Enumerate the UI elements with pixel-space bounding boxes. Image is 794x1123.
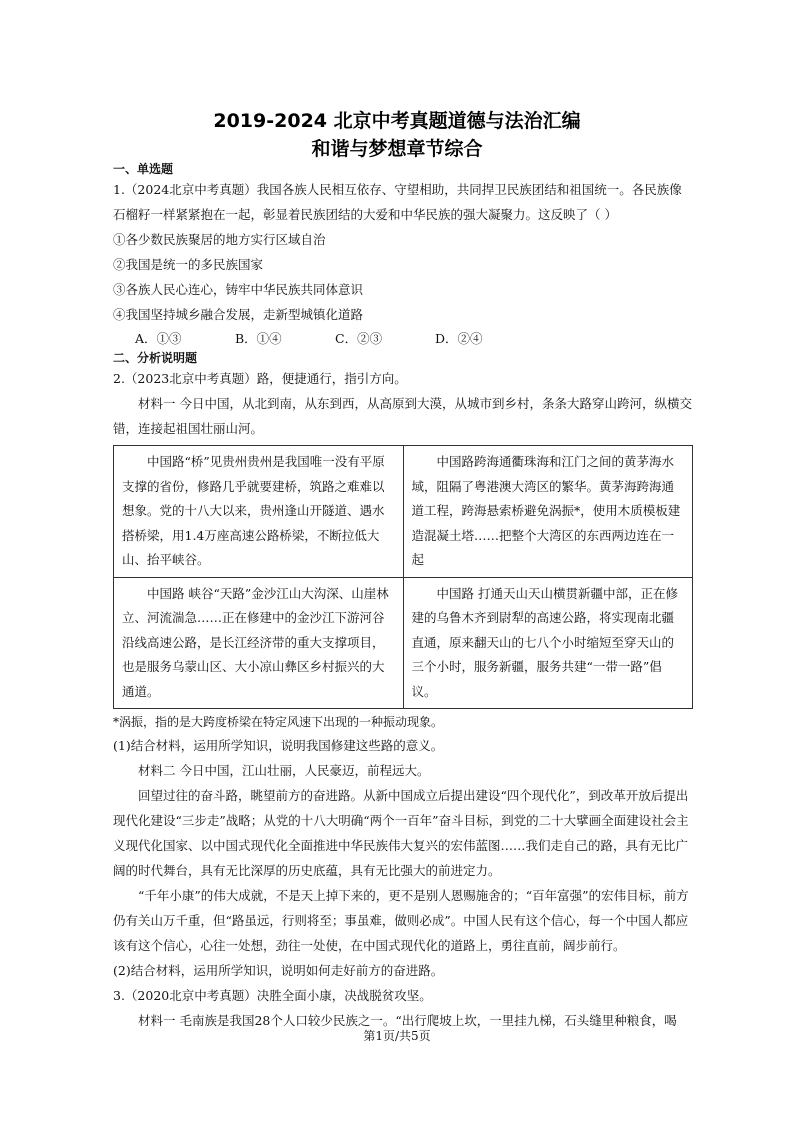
question-1-stem: 1.（2024北京中考真题）我国各族人民相互依存、守望相助，共同捍卫民族团结和祖国统一。各民族像石榴籽一样紧紧抱在一起，彰显着民族团结的大爱和中华民族的强大凝聚力。这反映了（ ） (113, 182, 682, 222)
choice-c: C．②③ (335, 331, 383, 346)
question-2-material-1: 材料一 今日中国，从北到南，从东到西，从高原到大漠，从城市到乡村，条条大路穿山跨河，纵横交错，连接起祖国壮丽山河。 (113, 396, 692, 436)
question-1-option-4: ④我国坚持城乡融合发展，走新型城镇化道路 (113, 307, 364, 322)
table-cell-guizhou: 中国路“桥”见贵州贵州是我国唯一没有平原支撑的省份，修路几乎就要建桥，筑路之难难以想象。党的十八大以来，贵州逢山开隧道、遇水搭桥梁，用1.4万座高速公路桥梁，不断拉低大山、抬平峡谷。 (114, 446, 404, 578)
question-2-stem: 2.（2023北京中考真题）路，便捷通行，指引方向。 (113, 371, 407, 386)
question-1-option-3: ③各族人民心连心，铸牢中华民族共同体意识 (113, 282, 364, 297)
table-row (114, 446, 693, 578)
question-1-choices (113, 327, 693, 351)
question-2-material-2-title: 材料二 今日中国，江山壮丽，人民豪迈，前程远大。 (138, 763, 430, 778)
choice-b: B．①④ (235, 331, 282, 346)
question-2-material-2-paragraph-2: “千年小康”的伟大成就，不是天上掉下来的，更不是别人恩赐施舍的；“百年富强”的宏伟目标，前方仍有关山万千重，但“路虽远，行则将至；事虽难，做则必成”。中国人民有这个信心，每一个中国人都应该有这个信心，心往一处想，劲往一处使，在中国式现代化的道路上，勇往直前，阔步前行。 (113, 888, 689, 953)
question-2-material-2-paragraph-1: 回望过往的奋斗路，眺望前方的奋进路。从新中国成立后提出建设“四个现代化”，到改革开放后提出现代化建设“三步走”战略；从党的十八大明确“两个一百年”奋斗目标，到党的二十大擘画全面建设社会主义现代化国家、以中国式现代化全面推进中华民族伟大复兴的宏伟蓝图……我们走自己的路，具有无比广阔的时代舞台，具有无比深厚的历史底蕴，具有无比强大的前进定力。 (113, 788, 689, 878)
footnote-vortex-vibration: *涡振，指的是大跨度桥梁在特定风速下出现的一种振动现象。 (113, 715, 444, 729)
table-cell-huangmaohai: 中国路跨海通衢珠海和江门之间的黄茅海水域，阻隔了粤港澳大湾区的繁华。黄茅海跨海通道工程，跨海悬索桥避免涡振*，使用木质模板建造混凝土塔……把整个大湾区的东西两边连在一起 (403, 446, 693, 578)
section-heading-single-choice: 一、单选题 (113, 162, 174, 176)
document-subtitle: 和谐与梦想章节综合 (311, 138, 483, 160)
material-table (113, 445, 693, 709)
question-3-material-1: 材料一 毛南族是我国28个人口较少民族之一。“出行爬坡上坎，一里挂九梯，石头缝里种粮食，喝 (138, 1013, 677, 1028)
document-title: 2019-2024 北京中考真题道德与法治汇编 (213, 110, 581, 132)
question-2-sub-2: (2)结合材料，运用所学知识，说明如何走好前方的奋进路。 (113, 963, 444, 978)
section-heading-analysis: 二、分析说明题 (113, 351, 198, 365)
choice-a: A．①③ (135, 331, 182, 346)
document-body (113, 162, 693, 1033)
page-number: 第1页/共5页 (363, 1029, 431, 1043)
question-3-stem: 3.（2020北京中考真题）决胜全面小康，决战脱贫攻坚。 (113, 988, 432, 1003)
question-1-option-2: ②我国是统一的多民族国家 (113, 257, 264, 272)
question-2-sub-1: (1)结合材料，运用所学知识，说明我国修建这些路的意义。 (113, 738, 444, 753)
table-cell-tianshan: 中国路 打通天山天山横贯新疆中部，正在修建的乌鲁木齐到尉犁的高速公路，将实现南北疆直通，原来翻天山的七八个小时缩短至穿天山的三个小时，服务新疆，服务共建“一带一路”倡议。 (403, 577, 693, 709)
choice-d: D．②④ (435, 331, 483, 346)
table-row (114, 577, 693, 709)
table-cell-jinshajiang: 中国路 峡谷“天路”金沙江山大沟深、山崖林立、河流湍急……正在修建中的金沙江下游河谷沿线高速公路，是长江经济带的重大支撑项目，也是服务乌蒙山区、大小凉山彝区乡村振兴的大通道。 (114, 577, 404, 709)
question-1-option-1: ①各少数民族聚居的地方实行区域自治 (113, 232, 326, 247)
